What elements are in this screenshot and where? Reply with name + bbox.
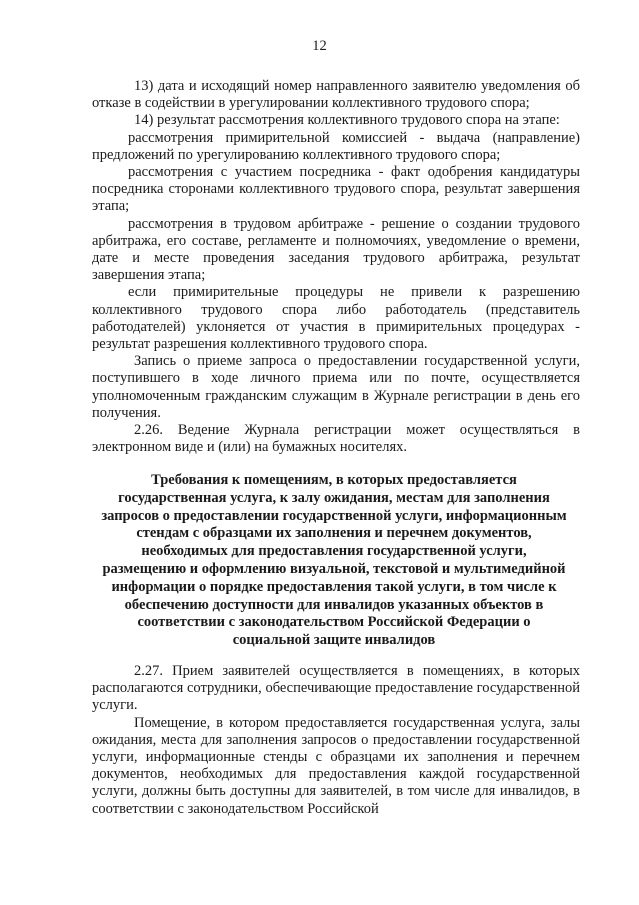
section-heading: Требования к помещениям, в которых предоставляется государственная услуга, к залу ожидания, местам для заполнения запросов о предоставлении государственной услуги, информационным стендам с образцами их заполнения и перечнем документов, необходимых для предоставления государственной услуги, размещению и оформлению визуальной, текстовой и мультимедийной информации о порядке предоставления такой услуги, в том числе к обеспечению доступности для инвалидов указанных объектов в соответствии с законодательством Российской Федерации о социальной защите инвалидов [101,472,567,649]
text-block-lower [92,663,580,818]
paragraph: 2.26. Ведение Журнала регистрации может осуществляться в электронном виде и (или) на бумажных носителях. [92,422,580,456]
paragraph: Запись о приеме запроса о предоставлении государственной услуги, поступившего в ходе личного приема или по почте, осуществляется уполномоченным гражданским служащим в Журнале регистрации в день его получения. [92,353,580,421]
paragraph: рассмотрения с участием посредника - факт одобрения кандидатуры посредника сторонами коллективного трудового спора, результат завершения этапа; [92,164,580,215]
paragraph: Помещение, в котором предоставляется государственная услуга, залы ожидания, места для заполнения запросов о предоставлении государственной услуги, информационные стенды с образцами их заполнения и перечнем документов, необходимых для предоставления каждой государственной услуги, должны быть доступны для заявителей, в том числе для инвалидов, в соответствии с законодательством Российской [92,714,580,817]
paragraph: рассмотрения примирительной комиссией - выдача (направление) предложений по урегулированию коллективного трудового спора; [92,129,580,163]
paragraph: если примирительные процедуры не привели к разрешению коллективного трудового спора либо работодатель (представитель работодателей) уклоняется от участия в примирительных процедурах - результат разрешения коллективного трудового спора. [92,284,580,353]
paragraph: 2.27. Прием заявителей осуществляется в помещениях, в которых располагаются сотрудники, обеспечивающие предоставление государственной услуги. [92,663,580,714]
paragraph: 14) результат рассмотрения коллективного трудового спора на этапе: [134,112,560,129]
paragraph: рассмотрения в трудовом арбитраже - решение о создании трудового арбитража, его составе, регламенте и полномочиях, уведомление о времени, дате и месте проведения заседания трудового арбитража, результат завершения этапа; [92,215,580,284]
paragraph: 13) дата и исходящий номер направленного заявителю уведомления об отказе в содействии в урегулировании коллективного трудового спора; [92,78,580,112]
page-number: 12 [312,38,327,54]
text-block-upper [92,78,580,456]
